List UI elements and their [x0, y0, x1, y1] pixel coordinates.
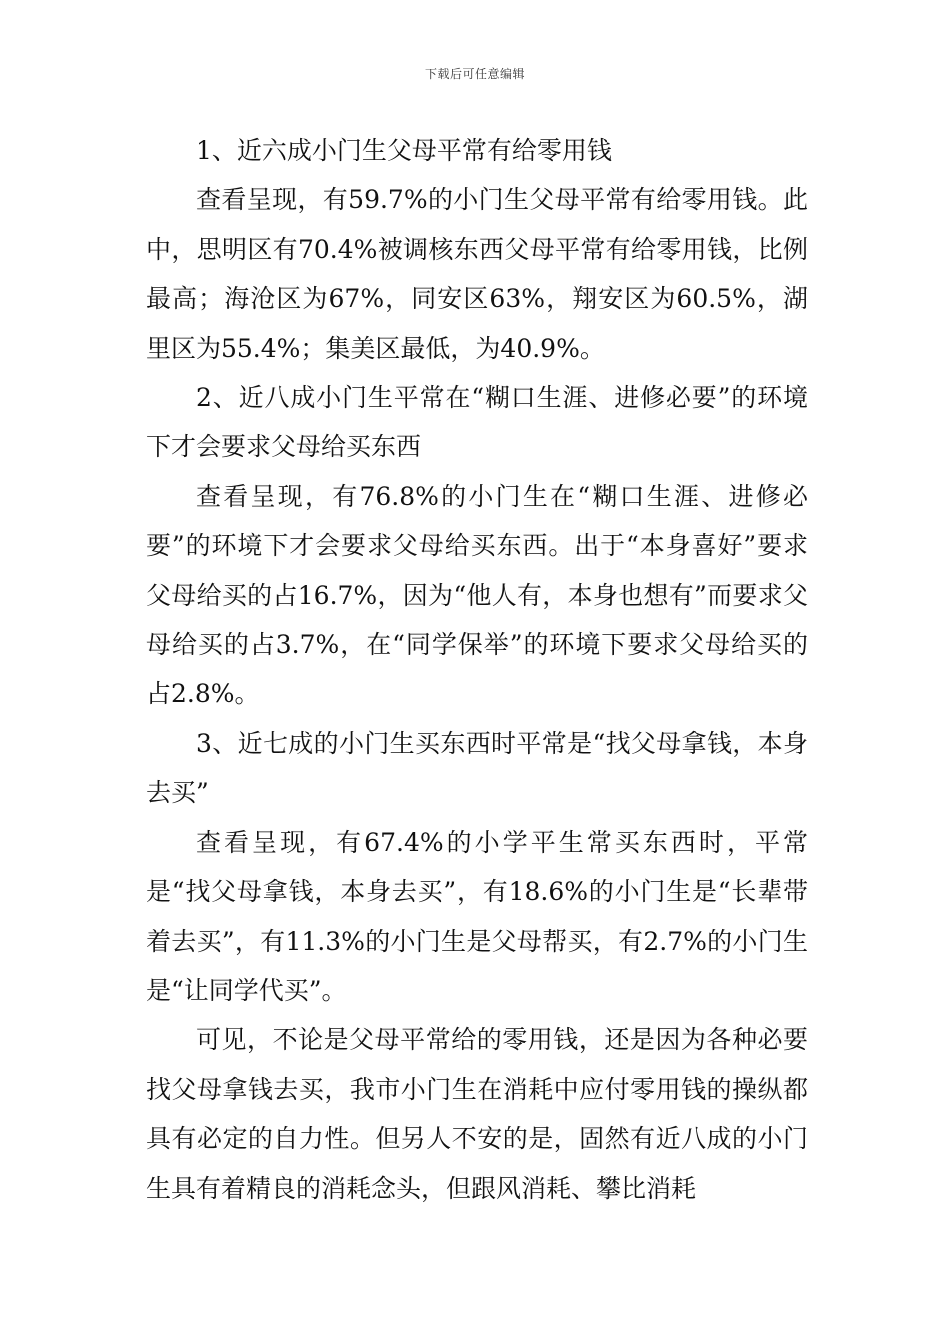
- heading-3: 3、近七成的小门生买东西时平常是“找父母拿钱，本身去买”: [146, 728, 808, 808]
- document-body: [146, 126, 808, 1213]
- paragraph-3: 查看呈现，有67.4%的小学平生常买东西时，平常是“找父母拿钱，本身去买”，有18.6%的小门生是“长辈带着去买”，有11.3%的小门生是父母帮买，有2.7%的小门生是“让同学代买”。: [146, 827, 808, 1005]
- paragraph-4: 可见，不论是父母平常给的零用钱，还是因为各种必要找父母拿钱去买，我市小门生在消耗中应付零用钱的操纵都具有必定的自力性。但另人不安的是，固然有近八成的小门生具有着精良的消耗念头，但跟风消耗、攀比消耗: [146, 1025, 808, 1203]
- header-note: 下载后可任意编辑: [424, 67, 525, 81]
- heading-2: 2、近八成小门生平常在“糊口生涯、进修必要”的环境下才会要求父母给买东西: [146, 383, 808, 462]
- paragraph-1: 查看呈现，有59.7%的小门生父母平常有给零用钱。此中，思明区有70.4%被调核东西父母平常有给零用钱，比例最高；海沧区为67%，同安区63%，翔安区为60.5%，湖里区为55.4%；集美区最低，为40.9%。: [146, 185, 808, 363]
- heading-1: 1、近六成小门生父母平常有给零用钱: [196, 136, 612, 165]
- paragraph-2: 查看呈现，有76.8%的小门生在“糊口生涯、进修必要”的环境下才会要求父母给买东西。出于“本身喜好”要求父母给买的占16.7%，因为“他人有，本身也想有”而要求父母给买的占3.7%，在“同学保举”的环境下要求父母给买的占2.8%。: [146, 481, 808, 709]
